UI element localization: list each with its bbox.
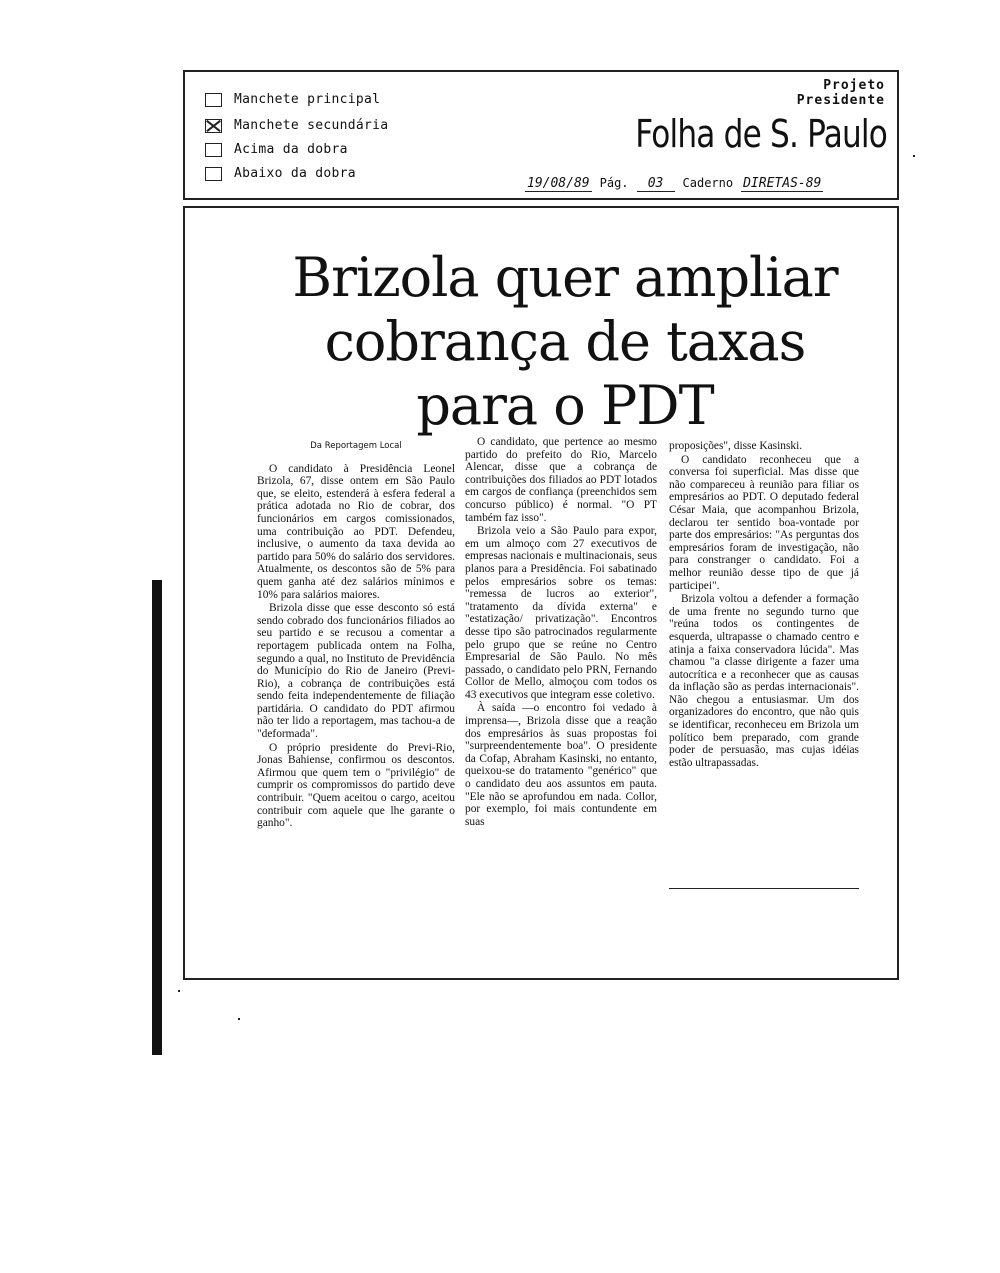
article-headline: Brizola quer ampliar cobrança de taxas para o PDT bbox=[292, 246, 838, 437]
byline: Da Reportagem Local bbox=[310, 441, 402, 451]
date-field[interactable]: 19/08/89 bbox=[527, 176, 590, 191]
end-rule bbox=[669, 888, 859, 889]
paragraph: Brizola disse que esse desconto só está sendo cobrado dos funcionários filiados ao seu partido e se recusou a comentar a reportagem publicada ontem na Folha, segundo a qual, no Instituto de Previdência do Município do Rio de Janeiro (Previ-Rio), a cobrança de contribuições está sendo feita independentemente de filiação partidária. O candidato do PDT afirmou não ter lido a reportagem, mas tachou-a de "deformada". bbox=[257, 602, 455, 741]
checkbox-manchete-principal[interactable] bbox=[205, 93, 222, 107]
checkbox-manchete-secundaria[interactable] bbox=[205, 119, 222, 133]
checkbox-abaixo-da-dobra[interactable] bbox=[205, 167, 222, 181]
paragraph: proposições", disse Kasinski. bbox=[669, 440, 803, 452]
clipping-header-box bbox=[183, 70, 899, 200]
project-line-1: Projeto bbox=[823, 78, 885, 93]
paragraph: O candidato à Presidência Leonel Brizola, 67, disse ontem em São Paulo que, se eleito, estenderá à esfera federal a prática adotada no Rio de cobrar, dos funcionários em cargos comissionados, uma contribuição ao PDT. Defendeu, inclusive, o aumento da taxa devida ao partido para 50% do salário dos servidores. Atualmente, os descontos são de 5% para quem ganha até dez salários mínimos e 10% para salários maiores. bbox=[257, 462, 455, 601]
checkbox-row-manchete-principal[interactable] bbox=[205, 92, 380, 107]
article-box bbox=[183, 206, 899, 980]
section-label: Caderno bbox=[682, 176, 734, 190]
page-label: Pág. bbox=[599, 176, 629, 190]
newspaper-name: Folha de S. Paulo bbox=[635, 112, 887, 156]
project-label bbox=[797, 78, 885, 108]
article-column-1 bbox=[257, 440, 455, 830]
paragraph: O candidato, que pertence ao mesmo partido do prefeito do Rio, Marcelo Alencar, disse que a cobrança de contribuições dos filiados ao PDT lotados em cargos de confiança (preenchidos sem concurso público) é normal. "O PT também faz isso". bbox=[465, 436, 657, 524]
checkbox-row-acima-da-dobra[interactable] bbox=[205, 142, 348, 157]
checkbox-label: Manchete principal bbox=[234, 92, 381, 107]
page-field[interactable]: 03 bbox=[637, 176, 675, 192]
article-column-2 bbox=[465, 436, 657, 828]
scan-speck bbox=[178, 990, 180, 992]
project-line-2: Presidente bbox=[796, 93, 885, 108]
scan-speck bbox=[238, 1018, 240, 1020]
section-field[interactable]: DIRETAS-89 bbox=[743, 176, 822, 191]
checkbox-label: Abaixo da dobra bbox=[234, 166, 356, 181]
paragraph: Brizola voltou a defender a formação de uma frente no segundo turno que "reúna todos os contingentes de esquerda, ultrapasse o chamado centro e atinja a faixa conservadora lúcida". Mas chamou "a classe dirigente a fazer uma autocrítica e a reconhecer que as causas da inflação são as perdas internacionais". Não chegou a entusiasmar. Um dos organizadores do encontro, que não quis se identificar, reconheceu em Brizola um político bem preparado, com grande poder de persuasão, mas cujas idéias estão ultrapassadas. bbox=[669, 593, 859, 769]
checkbox-row-abaixo-da-dobra[interactable] bbox=[205, 166, 356, 181]
paragraph: O candidato reconheceu que a conversa foi superficial. Mas disse que não compareceu à reunião para filiar os empresários ao PDT. O deputado federal César Maia, que acompanhou Brizola, declarou ter sentido boa-vontade por parte dos empresários: "As perguntas dos empresários foram de investigação, não para constranger o candidato. Foi a melhor reunião desse tipo de que já participei". bbox=[669, 453, 859, 592]
scan-edge-bar bbox=[152, 580, 162, 1055]
paragraph: Brizola veio a São Paulo para expor, em um almoço com 27 executivos de empresas nacionais e multinacionais, seus planos para a Presidência. Foi sabatinado pelos empresários sobre os temas: "remessa de lucros ao exterior", "tratamento da dívida externa" e "estatização/ privatização". Encontros desse tipo são patrocinados regularmente pelo grupo que se reúne no Centro Empresarial de São Paulo. No mês passado, o candidato pelo PRN, Fernando Collor de Mello, almoçou com todos os 43 executivos que integram esse coletivo. bbox=[465, 525, 657, 701]
checkbox-acima-da-dobra[interactable] bbox=[205, 143, 222, 157]
paragraph: O próprio presidente do Previ-Rio, Jonas Bahiense, confirmou os descontos. Afirmou que quem tem o "privilégio" de cumprir os compromissos do partido deve contribuir. "Quem aceitou o cargo, aceitou contribuir com aquele que lhe garante o ganho". bbox=[257, 741, 455, 830]
article-column-3 bbox=[669, 440, 859, 769]
checkbox-label: Manchete secundária bbox=[234, 118, 389, 133]
checkbox-label: Acima da dobra bbox=[234, 142, 348, 157]
clipping-meta-line bbox=[525, 176, 823, 192]
paragraph: À saída —o encontro foi vedado à imprensa—, Brizola disse que a reação dos empresários às suas propostas foi "surpreendentemente boa". O presidente da Cofap, Abraham Kasinski, no entanto, queixou-se do tratamento "genérico" que o candidato deu aos assuntos em pauta. "Ele não se aprofundou em nada. Collor, por exemplo, foi mais contundente em suas bbox=[465, 702, 657, 828]
scan-speck bbox=[913, 155, 915, 157]
checkbox-row-manchete-secundaria[interactable] bbox=[205, 118, 388, 133]
